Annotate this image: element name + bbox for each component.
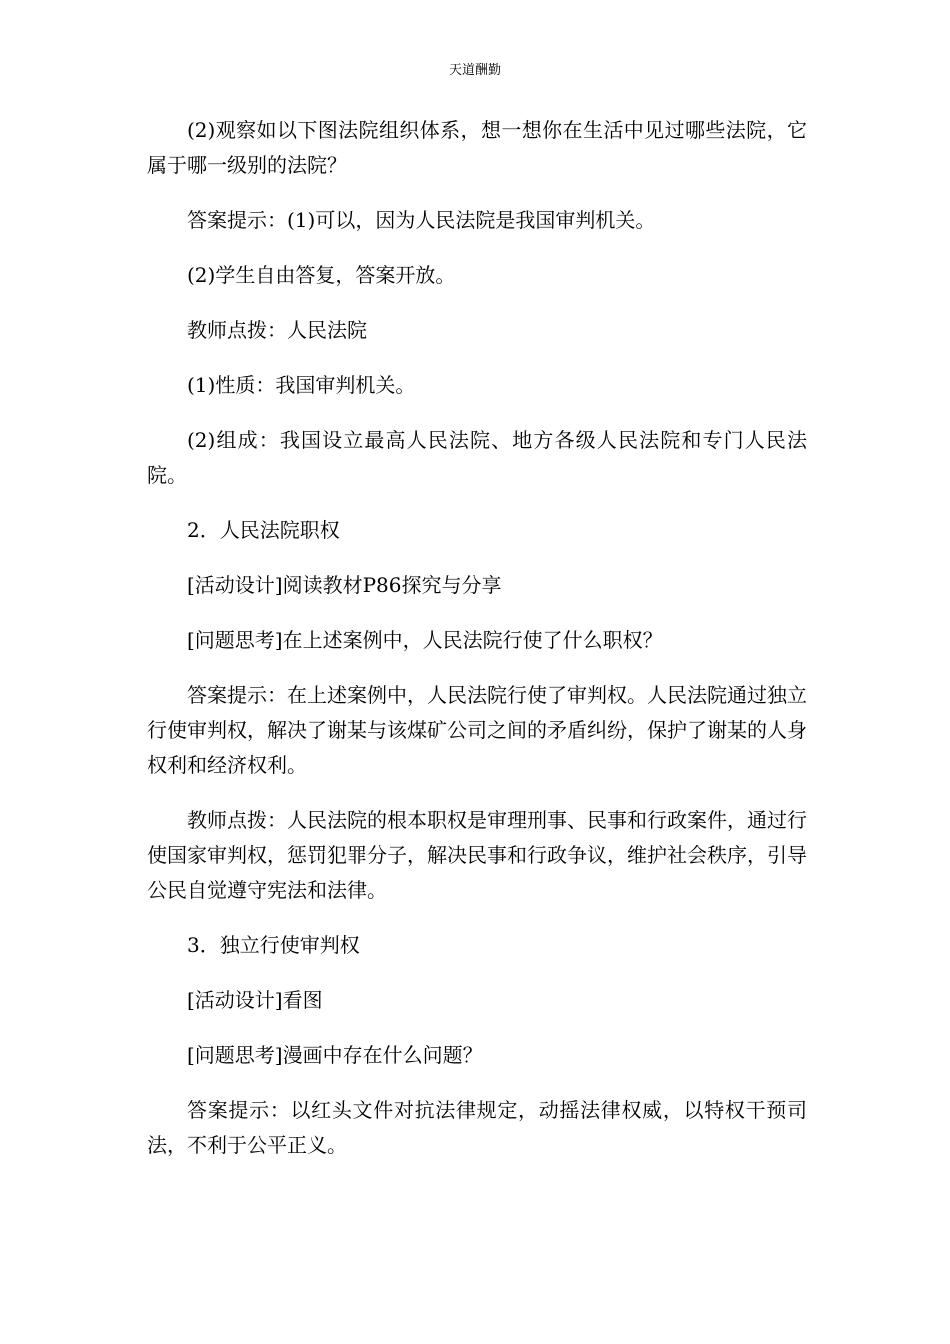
paragraph-teacher-note-court: 教师点拨：人民法院 xyxy=(187,318,367,342)
section-heading-independent-judgment: 3．独立行使审判权 xyxy=(187,933,360,957)
paragraph-teacher-note-powers: 教师点拨：人民法院的根本职权是审理刑事、民事和行政案件，通过行使国家审判权，惩罚犯罪分子，解决民事和行政争议，维护社会秩序，引导公民自觉遵守宪法和法律。 xyxy=(147,808,807,902)
paragraph-composition: (2)组成：我国设立最高人民法院、地方各级人民法院和专门人民法院。 xyxy=(147,428,807,487)
paragraph-answer-hint-1: 答案提示：(1)可以，因为人民法院是我国审判机关。 xyxy=(187,208,656,232)
paragraph-answer-hint-cartoon: 答案提示：以红头文件对抗法律规定，动摇法律权威，以特权干预司法，不利于公平正义。 xyxy=(147,1098,807,1157)
paragraph-answer-hint-powers: 答案提示：在上述案例中，人民法院行使了审判权。人民法院通过独立行使审判权，解决了谢某与该煤矿公司之间的矛盾纠纷，保护了谢某的人身权利和经济权利。 xyxy=(147,683,807,777)
paragraph-activity-read: [活动设计]阅读教材P86探究与分享 xyxy=(187,573,502,597)
paragraph-court-system-question: (2)观察如以下图法院组织体系，想一想你在生活中见过哪些法院，它属于哪一级别的法院？ xyxy=(147,118,807,177)
page-header: 天道酬勤 xyxy=(448,63,501,78)
section-heading-court-powers: 2．人民法院职权 xyxy=(187,518,340,542)
document-body xyxy=(147,113,807,1183)
paragraph-activity-look: [活动设计]看图 xyxy=(187,988,323,1012)
paragraph-question-cartoon: [问题思考]漫画中存在什么问题？ xyxy=(187,1043,483,1067)
paragraph-nature: (1)性质：我国审判机关。 xyxy=(187,373,416,397)
paragraph-question-powers: [问题思考]在上述案例中，人民法院行使了什么职权？ xyxy=(187,628,663,652)
paragraph-answer-open: (2)学生自由答复，答案开放。 xyxy=(187,263,456,287)
